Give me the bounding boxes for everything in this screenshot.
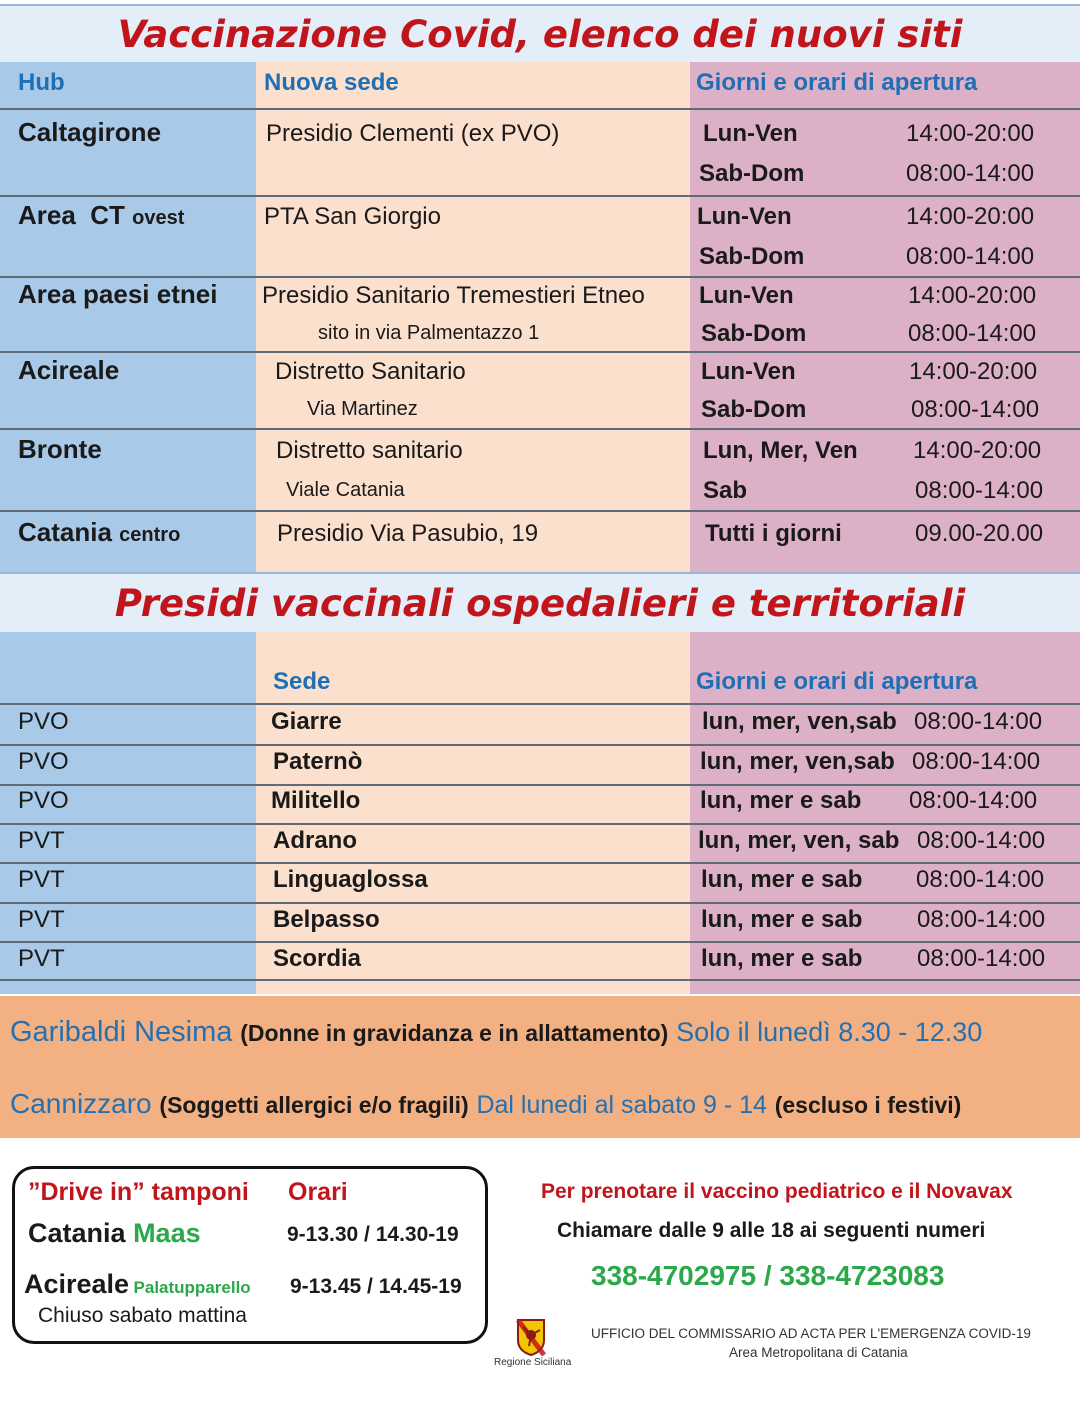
hub-name-suffix: ovest [132, 207, 185, 229]
presidio-name: Giarre [271, 708, 342, 735]
hours: 08:00-14:00 [917, 945, 1046, 972]
hours: 08:00-14:00 [912, 748, 1041, 775]
hours: 08:00-14:00 [906, 243, 1035, 270]
hours: 08:00-14:00 [908, 320, 1037, 347]
presidio-name: Militello [271, 787, 361, 814]
days: Sab-Dom [699, 243, 805, 270]
days: Sab-Dom [701, 396, 807, 423]
hours: 08:00-14:00 [916, 866, 1045, 893]
row-divider [0, 862, 1080, 864]
booking-line2: Chiamare dalle 9 alle 18 ai seguenti numeri [557, 1219, 986, 1242]
days: lun, mer e sab [700, 787, 862, 814]
sede-name: Distretto Sanitario [275, 358, 466, 385]
cannizzaro-line [10, 1088, 1080, 1120]
presidio-name: Linguaglossa [273, 866, 428, 893]
days: Lun-Ven [699, 282, 794, 309]
sede-name: Presidio Clementi (ex PVO) [266, 120, 560, 147]
cannizzaro-when: Dal lunedi al sabato 9 - 14 [476, 1091, 767, 1119]
drive-in-acireale [24, 1269, 251, 1300]
garibaldi-when: Solo il lunedì 8.30 - 12.30 [676, 1017, 983, 1047]
hours: 14:00-20:00 [909, 358, 1038, 385]
header-orari: Giorni e orari di apertura [696, 668, 978, 695]
row-divider [0, 941, 1080, 943]
catania-hours: 9-13.30 / 14.30-19 [287, 1223, 459, 1246]
hours: 08:00-14:00 [909, 787, 1038, 814]
section1-title: Vaccinazione Covid, elenco dei nuovi siti [0, 4, 1080, 64]
presidio-type: PVT [18, 827, 65, 854]
garibaldi-note: (Donne in gravidanza e in allattamento) [240, 1020, 669, 1046]
hours: 14:00-20:00 [908, 282, 1037, 309]
presidio-name: Belpasso [273, 906, 380, 933]
row-divider [0, 703, 1080, 705]
hours: 14:00-20:00 [906, 203, 1035, 230]
hub-name [18, 517, 180, 548]
booking-phones: 338-4702975 / 338-4723083 [591, 1260, 945, 1291]
catania-place: Maas [133, 1218, 201, 1248]
header-sede: Sede [273, 668, 331, 695]
sede-name: Distretto sanitario [276, 437, 463, 464]
presidio-name: Paternò [273, 748, 363, 775]
acireale-place: Palatupparello [133, 1278, 251, 1297]
hub-name: Bronte [18, 434, 102, 464]
hub-name: Area paesi etnei [18, 279, 218, 309]
sede-name: Presidio Via Pasubio, 19 [277, 520, 539, 547]
hub-name: Caltagirone [18, 117, 162, 147]
row-divider [0, 979, 1080, 981]
sede-name: PTA San Giorgio [264, 203, 441, 230]
catania-city: Catania [28, 1218, 126, 1248]
hours: 08:00-14:00 [917, 906, 1046, 933]
regione-siciliana-logo-icon [516, 1318, 546, 1356]
presidio-type: PVT [18, 945, 65, 972]
hub-name-suffix: centro [119, 524, 181, 546]
days: lun, mer, ven,sab [700, 748, 895, 775]
hours: 14:00-20:00 [906, 120, 1035, 147]
garibaldi-name: Garibaldi Nesima [10, 1016, 233, 1048]
header-hub: Hub [18, 69, 65, 96]
row-divider [0, 784, 1080, 786]
drive-in-catania [28, 1218, 201, 1249]
days: lun, mer, ven, sab [698, 827, 900, 854]
hub-name: Acireale [18, 355, 120, 385]
hours: 08:00-14:00 [911, 396, 1040, 423]
row-divider [0, 276, 1080, 278]
presidio-name: Scordia [273, 945, 362, 972]
sede-address: sito in via Palmentazzo 1 [318, 322, 540, 344]
days: lun, mer e sab [701, 866, 863, 893]
hours: 14:00-20:00 [913, 437, 1042, 464]
acireale-city: Acireale [24, 1269, 130, 1299]
drive-in-title: ”Drive in” tamponi [28, 1178, 249, 1206]
days: lun, mer, ven,sab [702, 708, 897, 735]
row-divider [0, 108, 1080, 110]
presidio-type: PVO [18, 708, 69, 735]
hours: 08:00-14:00 [915, 477, 1044, 504]
row-divider [0, 823, 1080, 825]
hub-name-main: Catania [18, 517, 112, 547]
row-divider [0, 902, 1080, 904]
presidio-type: PVT [18, 866, 65, 893]
sede-name: Presidio Sanitario Tremestieri Etneo [262, 282, 645, 309]
days: Tutti i giorni [705, 520, 842, 547]
days: lun, mer e sab [701, 945, 863, 972]
logo-caption: Regione Siciliana [494, 1357, 572, 1368]
acireale-hours: 9-13.45 / 14.45-19 [290, 1275, 462, 1298]
hub-name [18, 200, 184, 231]
days: Lun-Ven [697, 203, 792, 230]
row-divider [0, 351, 1080, 353]
days: Sab-Dom [701, 320, 807, 347]
row-divider [0, 428, 1080, 430]
sede-address: Via Martinez [307, 398, 418, 420]
presidio-type: PVO [18, 787, 69, 814]
cannizzaro-name: Cannizzaro [10, 1088, 152, 1119]
days: Sab [703, 477, 748, 504]
hub-name-main: Area CT [18, 200, 125, 230]
header-nuova-sede: Nuova sede [264, 69, 399, 96]
days: Lun-Ven [703, 120, 798, 147]
booking-line1: Per prenotare il vaccino pediatrico e il Novavax [541, 1180, 1013, 1203]
presidio-type: PVO [18, 748, 69, 775]
days: Sab-Dom [699, 160, 805, 187]
hours: 08:00-14:00 [906, 160, 1035, 187]
row-divider [0, 510, 1080, 512]
office-line1: UFFICIO DEL COMMISSARIO AD ACTA PER L'EMERGENZA COVID-19 [591, 1326, 1031, 1341]
office-line2: Area Metropolitana di Catania [729, 1345, 908, 1360]
days: Lun, Mer, Ven [703, 437, 858, 464]
header-orari: Giorni e orari di apertura [696, 69, 978, 96]
sede-address: Viale Catania [286, 479, 405, 501]
days: Lun-Ven [701, 358, 796, 385]
garibaldi-line [10, 1016, 1080, 1049]
hours: 08:00-14:00 [917, 827, 1046, 854]
cannizzaro-extra: (escluso i festivi) [774, 1092, 962, 1118]
row-divider [0, 744, 1080, 746]
days: lun, mer e sab [701, 906, 863, 933]
drive-in-orari-label: Orari [288, 1178, 348, 1206]
hours: 08:00-14:00 [914, 708, 1043, 735]
cannizzaro-note: (Soggetti allergici e/o fragili) [159, 1092, 469, 1118]
row-divider [0, 195, 1080, 197]
section2-title: Presidi vaccinali ospedalieri e territoriali [0, 572, 1080, 634]
hours: 09.00-20.00 [915, 520, 1044, 547]
presidio-name: Adrano [273, 827, 357, 854]
presidio-type: PVT [18, 906, 65, 933]
acireale-note: Chiuso sabato mattina [38, 1304, 247, 1327]
